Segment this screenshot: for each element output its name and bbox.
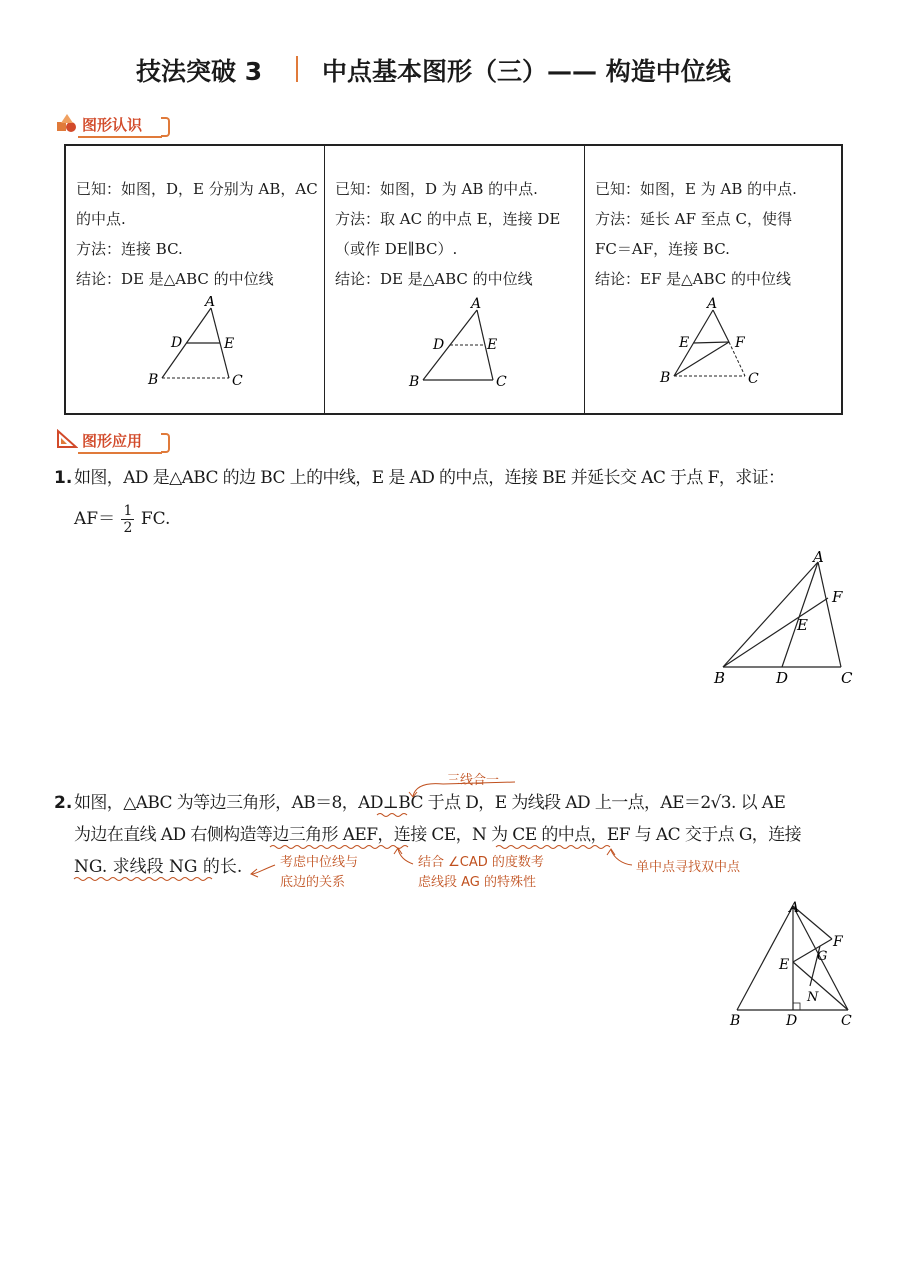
p1-label-e: E (797, 616, 808, 634)
problem-1-line-2: AF＝ $\frac{1}{2}$ FC. (74, 503, 171, 536)
annotation-three-lines: 三线合一 (447, 773, 500, 788)
problem-2-line-1: 如图，△ABC 为等边三角形，AB＝8，AD⊥BC 于点 D，E 为线段 AD 上一点，AE＝2√3. 以 AE (74, 793, 786, 813)
fraction-one-half: $\frac{1}{2}$ (123, 503, 133, 536)
p1-label-d: D (776, 669, 789, 686)
case-1-label-b: B (148, 372, 159, 388)
case-3-label-c: C (748, 371, 759, 387)
case-3-label-f: F (735, 335, 745, 351)
p1-label-c: C (841, 669, 853, 686)
p2-label-b: B (730, 1013, 741, 1029)
annotation-midline-base: 考虑中位线与 底边的关系 (280, 855, 359, 890)
problem-2-figure (722, 896, 862, 1030)
case-3-text: 已知：如图，E 为 AB 的中点. 方法：延长 AF 至点 C，使得 FC＝AF，连接 BC. 结论：EF 是△ABC 的中位线 (595, 180, 797, 288)
case-1-label-d: D (171, 335, 183, 351)
case-2-label-a: A (471, 296, 482, 312)
problem-2-number: 2. (54, 793, 73, 813)
case-2-label-e: E (487, 337, 498, 353)
case-1-text: 已知：如图，D，E 分别为 AB，AC 的中点. 方法：连接 BC. 结论：DE 是△ABC 的中位线 (76, 180, 318, 288)
title-topic: 中点基本图形（三）—— 构造中位线 (322, 57, 731, 86)
case-2-label-c: C (496, 374, 507, 390)
annotation-single-midpoint: 单中点寻找双中点 (636, 860, 741, 875)
title-technique: 技法突破 3 (136, 57, 263, 86)
p1-label-a: A (813, 548, 824, 566)
p2-label-a: A (789, 900, 800, 916)
section-application-label: 图形应用 (82, 432, 143, 450)
annotation-angle-cad: 结合 ∠CAD 的度数考 虑线段 AG 的特殊性 (418, 855, 544, 890)
case-3-label-a: A (707, 296, 718, 312)
problem-1-number: 1. (54, 468, 73, 488)
case-2-text: 已知：如图，D 为 AB 的中点. 方法：取 AC 的中点 E，连接 DE （或作 DE∥BC）. 结论：DE 是△ABC 的中位线 (335, 180, 561, 288)
case-2-label-d: D (433, 337, 445, 353)
p2-label-g: G (817, 949, 828, 964)
p2-label-c: C (841, 1013, 852, 1029)
p2-label-e: E (779, 957, 790, 973)
p2-label-f: F (833, 934, 843, 950)
problem-2-line-3: NG. 求线段 NG 的长. (74, 857, 243, 877)
p2-label-n: N (807, 990, 819, 1005)
case-3-label-b: B (660, 370, 671, 386)
problem-2-line-2: 为边在直线 AD 右侧构造等边三角形 AEF，连接 CE，N 为 CE 的中点，EF 与 AC 交于点 G，连接 (74, 825, 802, 845)
case-1-label-e: E (224, 336, 235, 352)
p1-label-f: F (832, 588, 843, 606)
case-3-label-e: E (679, 335, 690, 351)
case-1-label-a: A (205, 296, 216, 310)
section-recognition-label: 图形认识 (82, 116, 143, 134)
case-2-label-b: B (409, 374, 420, 390)
p1-label-b: B (714, 669, 726, 686)
p2-label-d: D (786, 1013, 798, 1029)
case-1-label-c: C (232, 373, 243, 389)
problem-1-line-1: 如图，AD 是△ABC 的边 BC 上的中线，E 是 AD 的中点，连接 BE 并延长交 AC 于点 F，求证： (74, 468, 785, 488)
